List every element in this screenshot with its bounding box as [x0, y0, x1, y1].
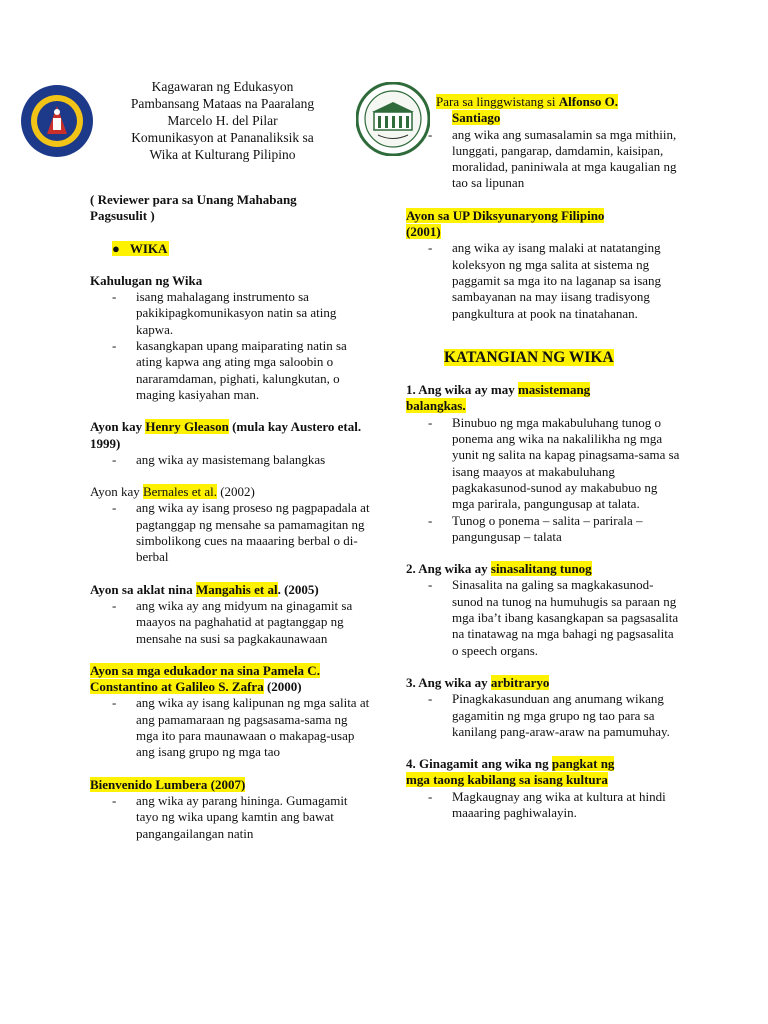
mangahis-heading: Ayon sa aklat nina Mangahis et al. (2005)	[90, 581, 319, 597]
katangian-3: 3. Ang wika ay arbitraryo	[406, 674, 550, 690]
left-column	[90, 192, 370, 842]
gleason-heading: Ayon kay Henry Gleason (mula kay Austero etal. 1999)	[90, 419, 362, 451]
list-item: - Sinasalita na galing sa magkakasunod-sunod na tunog na humuhugis sa paraan ng mga iba’t ibang kasangkapan sa pagsasalita na tinatawag na mga bahagi ng pagsasalita o speech organs.	[406, 577, 682, 658]
reviewer-title: ( Reviewer para sa Unang Mahabang Pagsusulit )	[90, 192, 297, 224]
lumbera-heading: Bienvenido Lumbera (2007)	[90, 776, 246, 792]
school-header	[100, 78, 345, 163]
deped-seal	[20, 84, 94, 158]
list-item: - Binubuo ng mga makabuluhang tunog o ponema ang wika na nakalilikha ng mga yunit ng salita na kapag pinagsama-sama sa isang maayos at makabuluhang pagkakasunod-sunod ay makabubuo ng mga parirala, pangungusap at talata.	[406, 415, 682, 513]
header-line: Kagawaran ng Edukasyon	[151, 79, 294, 94]
kahulugan-heading: Kahulugan ng Wika	[90, 272, 203, 288]
santiago-heading: Para sa linggwistang si Alfonso O.	[436, 94, 618, 109]
santiago-name: Santiago	[452, 110, 501, 126]
katangian-2: 2. Ang wika ay sinasalitang tunog	[406, 561, 592, 577]
list-item: - ang wika ay isang malaki at natatanging koleksyon ng mga salita at sistema ng paggamit sa mga ito na laganap sa isang sambayanan na may iisang tradisyong pangkultura at pook na tinatahanan.	[406, 240, 682, 321]
list-item: - ang wika ay ang midyum na ginagamit sa maayos na paghahatid at pagtanggap ng mensahe na susi sa pagkakaunawaan	[90, 598, 370, 647]
edukador-heading: Ayon sa mga edukador na sina Pamela C. Constantino at Galileo S. Zafra (2000)	[90, 662, 320, 695]
header-line: Komunikasyon at Pananaliksik sa	[131, 130, 314, 145]
list-item: - Magkaugnay ang wika at kultura at hindi maaaring paghiwalayin.	[406, 789, 682, 822]
header-line: Marcelo H. del Pilar	[167, 113, 278, 128]
katangian-1: 1. Ang wika ay may masistemang balangkas.	[406, 382, 591, 414]
list-item: - ang wika ay parang hininga. Gumagamit tayo ng wika upang kamtin ang bawat pangangailangan natin	[90, 793, 370, 842]
list-item: - Pinagkakasunduan ang anumang wikang gagamitin ng mga grupo ng tao para sa kanilang pang-araw-araw na pamumuhay.	[406, 691, 682, 740]
right-column	[406, 94, 682, 821]
katangian-heading: KATANGIAN NG WIKA	[444, 348, 614, 366]
header-line: Wika at Kulturang Pilipino	[149, 147, 296, 162]
up-heading: Ayon sa UP Diksyunaryong Filipino (2001)	[406, 207, 605, 240]
katangian-4: 4. Ginagamit ang wika ng pangkat ng mga taong kabilang sa isang kultura	[406, 756, 615, 788]
list-item: - ang wika ay isang proseso ng pagpapadala at pagtanggap ng mensahe sa pamamagitan ng simbolikong cues na maaaring berbal o di-berbal	[90, 500, 370, 565]
kahulugan-list	[90, 289, 370, 403]
list-item: - ang wika ang sumasalamin sa mga mithiin, lunggati, pangarap, damdamin, kaisipan, moralidad, paniniwala at mga kaugalian ng tao sa lipunan	[406, 127, 682, 192]
list-item: - kasangkapan upang maiparating natin sa ating kapwa ang ating mga saloobin o nararamdaman, pighati, kalungkutan, o maging kasiyahan man.	[90, 338, 370, 403]
list-item: - ang wika ay isang kalipunan ng mga salita at ang pamamaraan ng pagsasama-sama ng mga ito para maunawaan o makapag-usap ang isang grupo ng mga tao	[90, 695, 370, 760]
wika-heading: ● WIKA	[112, 240, 168, 256]
header-line: Pambansang Mataas na Paaralang	[130, 96, 315, 111]
list-item: - ang wika ay masistemang balangkas	[90, 452, 370, 468]
list-item: - Tunog o ponema – salita – parirala – pangungusap – talata	[406, 513, 682, 546]
bernales-heading: Ayon kay Bernales et al. (2002)	[90, 484, 255, 500]
list-item: - isang mahalagang instrumento sa pakikipagkomunikasyon natin sa ating kapwa.	[90, 289, 370, 338]
